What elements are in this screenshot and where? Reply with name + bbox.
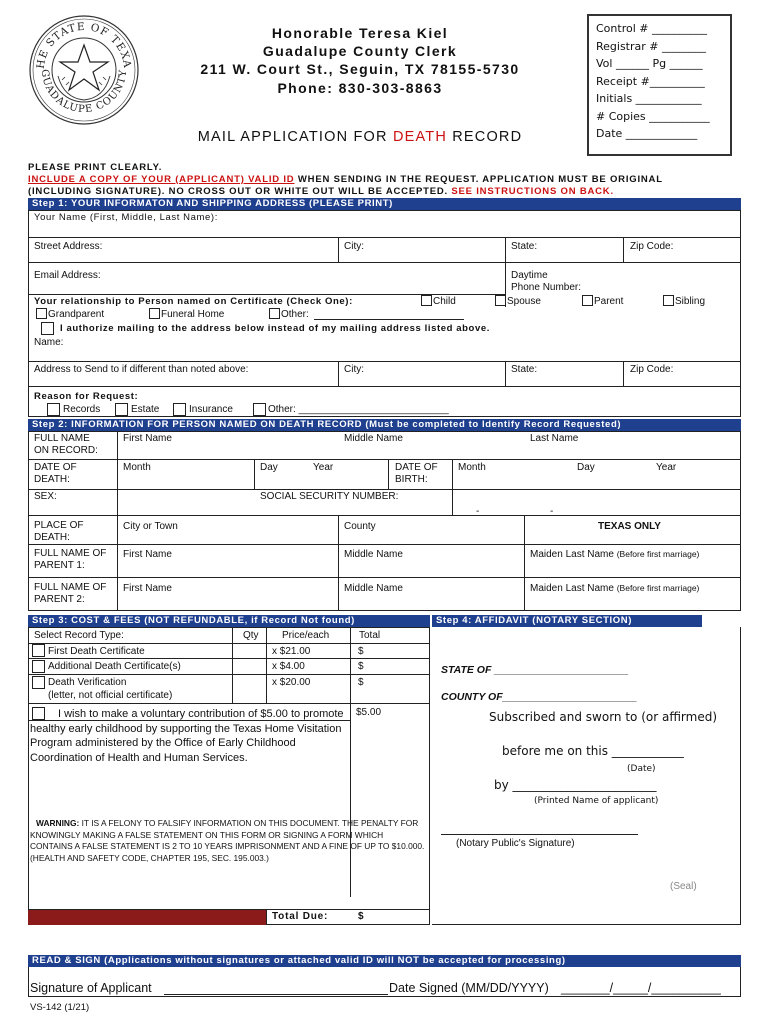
price-label: Price/each: [282, 630, 330, 641]
signature-label: Signature of Applicant: [30, 981, 152, 995]
relationship-label: Your relationship to Person named on Certificate (Check One):: [34, 296, 353, 307]
date-signed-label: Date Signed (MM/DD/YYYY): [389, 981, 549, 995]
print-clearly: PLEASE PRINT CLEARLY.: [28, 162, 163, 173]
seal-caption: (Seal): [670, 881, 697, 892]
decedent-last-name-label: Last Name: [530, 433, 579, 444]
send-city-label: City:: [344, 364, 364, 375]
additional-cert-price: x $4.00: [272, 661, 305, 672]
first-cert-price: x $21.00: [272, 646, 311, 657]
sibling-checkbox[interactable]: [663, 295, 674, 306]
decedent-middle-name-label: Middle Name: [344, 433, 403, 444]
ssn-label: SOCIAL SECURITY NUMBER:: [260, 491, 399, 502]
select-record-label: Select Record Type:: [34, 630, 124, 641]
printed-name-caption: (Printed Name of applicant): [534, 796, 659, 806]
county-seal: [28, 14, 140, 126]
clerk-name: Honorable Teresa Kiel: [271, 25, 449, 41]
daytime-label: Daytime: [511, 270, 548, 281]
clerk-phone: Phone: 830-303-8863: [277, 80, 443, 96]
seal-graphic: [28, 14, 140, 126]
death-day-label: Day: [260, 462, 278, 473]
parent1-label: FULL NAME OF PARENT 1:: [34, 548, 107, 571]
death-month-label: Month: [123, 462, 151, 473]
control-line: Control # __________: [596, 22, 707, 35]
date-of-birth-label: DATE OF BIRTH:: [395, 462, 438, 485]
control-line: Date _____________: [596, 127, 698, 140]
step1-header: Step 1: YOUR INFORMATON AND SHIPPING ADDRESS (PLEASE PRINT): [28, 198, 741, 210]
qty-label: Qty: [243, 630, 259, 641]
place-of-death-label: PLACE OF DEATH:: [34, 520, 84, 543]
verification-label: Death Verification: [48, 677, 127, 688]
city-town-label: City or Town: [123, 521, 178, 532]
control-line: Initials ____________: [596, 92, 702, 105]
texas-only-label: TEXAS ONLY: [598, 521, 661, 532]
ssn-dash-2: -: [550, 506, 554, 517]
street-address-label: Street Address:: [34, 241, 103, 252]
control-line: # Copies ___________: [596, 109, 710, 123]
authorize-label: I authorize mailing to the address below instead of my mailing address listed above.: [60, 323, 490, 334]
date-signed-blanks: _______/_____/__________: [561, 981, 721, 995]
sworn-text: Subscribed and sworn to (or affirmed): [489, 710, 718, 724]
child-label: Child: [433, 296, 456, 307]
form-number: VS-142 (1/21): [30, 1002, 90, 1013]
birth-month-label: Month: [458, 462, 486, 473]
notary-signature-caption: (Notary Public's Signature): [456, 838, 575, 849]
decedent-first-name-label: First Name: [123, 433, 172, 444]
contribution-text: I wish to make a voluntary contribution of $5.00 to promote healthy early childhood by supporting the Texas Home Visitation Program administered by the Office of Early Childhood Coordination of Health and Human Services.: [30, 708, 344, 764]
step3-header: Step 3: COST & FEES (NOT REFUNDABLE, if Record Not found): [28, 615, 430, 627]
grandparent-label: Grandparent: [48, 309, 105, 320]
additional-cert-checkbox[interactable]: [32, 660, 45, 673]
records-checkbox[interactable]: [47, 403, 60, 416]
insurance-checkbox[interactable]: [173, 403, 186, 416]
send-zip-label: Zip Code:: [630, 364, 674, 375]
control-line: Receipt #__________: [596, 74, 705, 88]
state-label: State:: [511, 241, 538, 252]
date-of-death-label: DATE OF DEATH:: [34, 462, 77, 485]
city-label: City:: [344, 241, 364, 252]
full-name-label: FULL NAME ON RECORD:: [34, 433, 98, 456]
county-of-label: COUNTY OF_______________________: [441, 691, 637, 703]
by-text: by ________________________: [494, 778, 657, 792]
additional-cert-total: $: [358, 661, 364, 672]
estate-label: Estate: [131, 404, 160, 415]
before-me-text: before me on this ____________: [502, 744, 684, 758]
estate-checkbox[interactable]: [115, 403, 128, 416]
contribution-amount: $5.00: [356, 707, 382, 718]
verification-total: $: [358, 677, 364, 688]
parent-label: Parent: [594, 296, 624, 307]
ssn-dash-1: -: [476, 506, 480, 517]
warning-text: WARNING: IT IS A FELONY TO FALSIFY INFORMATION ON THIS DOCUMENT. THE PENALTY FOR KNOWINGLY MAKING A FALSE STATEMENT ON THIS FORM OR SIGNING A FORM WHICH CONTAINS A FALSE STATEMENT IS 2 TO 10 YEARS IMPRISONMENT AND A FINE OF UP TO $10.000. (HEALTH AND SAFETY CODE, CHAPTER 195, SEC. 195.003.): [30, 818, 425, 863]
total-due-fill: [28, 909, 266, 925]
clerk-address: 211 W. Court St., Seguin, TX 78155-5730: [200, 61, 520, 77]
total-due-value: $: [358, 911, 364, 922]
birth-year-label: Year: [656, 462, 677, 473]
parent1-middle-name-label: Middle Name: [344, 549, 403, 560]
parent1-maiden-label: Maiden Last Name (Before first marriage): [530, 549, 700, 560]
state-of-label: STATE OF _______________________: [441, 664, 629, 676]
authorize-checkbox[interactable]: [41, 322, 54, 335]
send-name-label: Name:: [34, 337, 64, 348]
death-year-label: Year: [313, 462, 334, 473]
first-cert-label: First Death Certificate: [48, 646, 145, 657]
sex-label: SEX:: [34, 491, 57, 502]
email-label: Email Address:: [34, 270, 101, 281]
verification-checkbox[interactable]: [32, 676, 45, 689]
verification-note: (letter, not official certificate): [48, 690, 173, 701]
id-instruction: INCLUDE A COPY OF YOUR (APPLICANT) VALID ID WHEN SENDING IN THE REQUEST. APPLICATION MUST BE ORIGINAL: [28, 174, 663, 185]
svg-text:THE STATE OF TEXAS: HE STATE OF TEXA: [34, 20, 134, 70]
spouse-checkbox[interactable]: [495, 295, 506, 306]
control-line: Vol ______ Pg ______: [596, 57, 703, 70]
total-label: Total: [359, 630, 381, 641]
additional-cert-label: Additional Death Certificate(s): [48, 661, 181, 672]
your-name-label: Your Name (First, Middle, Last Name):: [34, 212, 218, 223]
first-cert-checkbox[interactable]: [32, 644, 45, 657]
other-reason-label: Other: ___________________________: [268, 404, 449, 415]
grandparent-checkbox[interactable]: [36, 308, 47, 319]
reason-label: Reason for Request:: [34, 391, 139, 402]
total-due-label: Total Due:: [272, 911, 329, 922]
parent2-middle-name-label: Middle Name: [344, 583, 403, 594]
control-box: [587, 14, 732, 156]
funeral-home-checkbox[interactable]: [149, 308, 160, 319]
original-instruction: (INCLUDING SIGNATURE). NO CROSS OUT OR WHITE OUT WILL BE ACCEPTED. SEE INSTRUCTIONS ON BACK.: [28, 186, 614, 197]
other-relationship-checkbox[interactable]: [269, 308, 280, 319]
other-reason-checkbox[interactable]: [253, 403, 266, 416]
svg-text:GUADALUPE COUNTY: GUADALUPE COUNTY: [38, 68, 130, 116]
address-to-send-label: Address to Send to if different than noted above:: [34, 364, 249, 375]
child-checkbox[interactable]: [421, 295, 432, 306]
parent1-first-name-label: First Name: [123, 549, 172, 560]
send-state-label: State:: [511, 364, 538, 375]
control-line: Registrar # ________: [596, 39, 706, 53]
parent2-label: FULL NAME OF PARENT 2:: [34, 582, 107, 605]
other-relationship-label: Other:: [281, 309, 309, 320]
sibling-label: Sibling: [675, 296, 706, 307]
date-caption: (Date): [627, 764, 656, 774]
first-cert-total: $: [358, 646, 364, 657]
read-sign-header: READ & SIGN (Applications without signatures or attached valid ID will NOT be accepted for processing): [28, 955, 741, 967]
clerk-title: Guadalupe County Clerk: [262, 43, 458, 59]
insurance-label: Insurance: [189, 404, 233, 415]
verification-price: x $20.00: [272, 677, 311, 688]
parent2-first-name-label: First Name: [123, 583, 172, 594]
form-title: MAIL APPLICATION FOR DEATH RECORD: [197, 129, 523, 145]
parent2-maiden-label: Maiden Last Name (Before first marriage): [530, 583, 700, 594]
county-label: County: [344, 521, 376, 532]
phone-number-label: Phone Number:: [511, 282, 582, 293]
birth-day-label: Day: [577, 462, 595, 473]
spouse-label: Spouse: [507, 296, 541, 307]
records-label: Records: [63, 404, 101, 415]
step4-header: Step 4: AFFIDAVIT (NOTARY SECTION): [432, 615, 702, 627]
zip-label: Zip Code:: [630, 241, 674, 252]
funeral-home-label: Funeral Home: [161, 309, 225, 320]
parent-checkbox[interactable]: [582, 295, 593, 306]
step2-header: Step 2: INFORMATION FOR PERSON NAMED ON DEATH RECORD (Must be completed to Identify Record Requested): [28, 419, 741, 431]
